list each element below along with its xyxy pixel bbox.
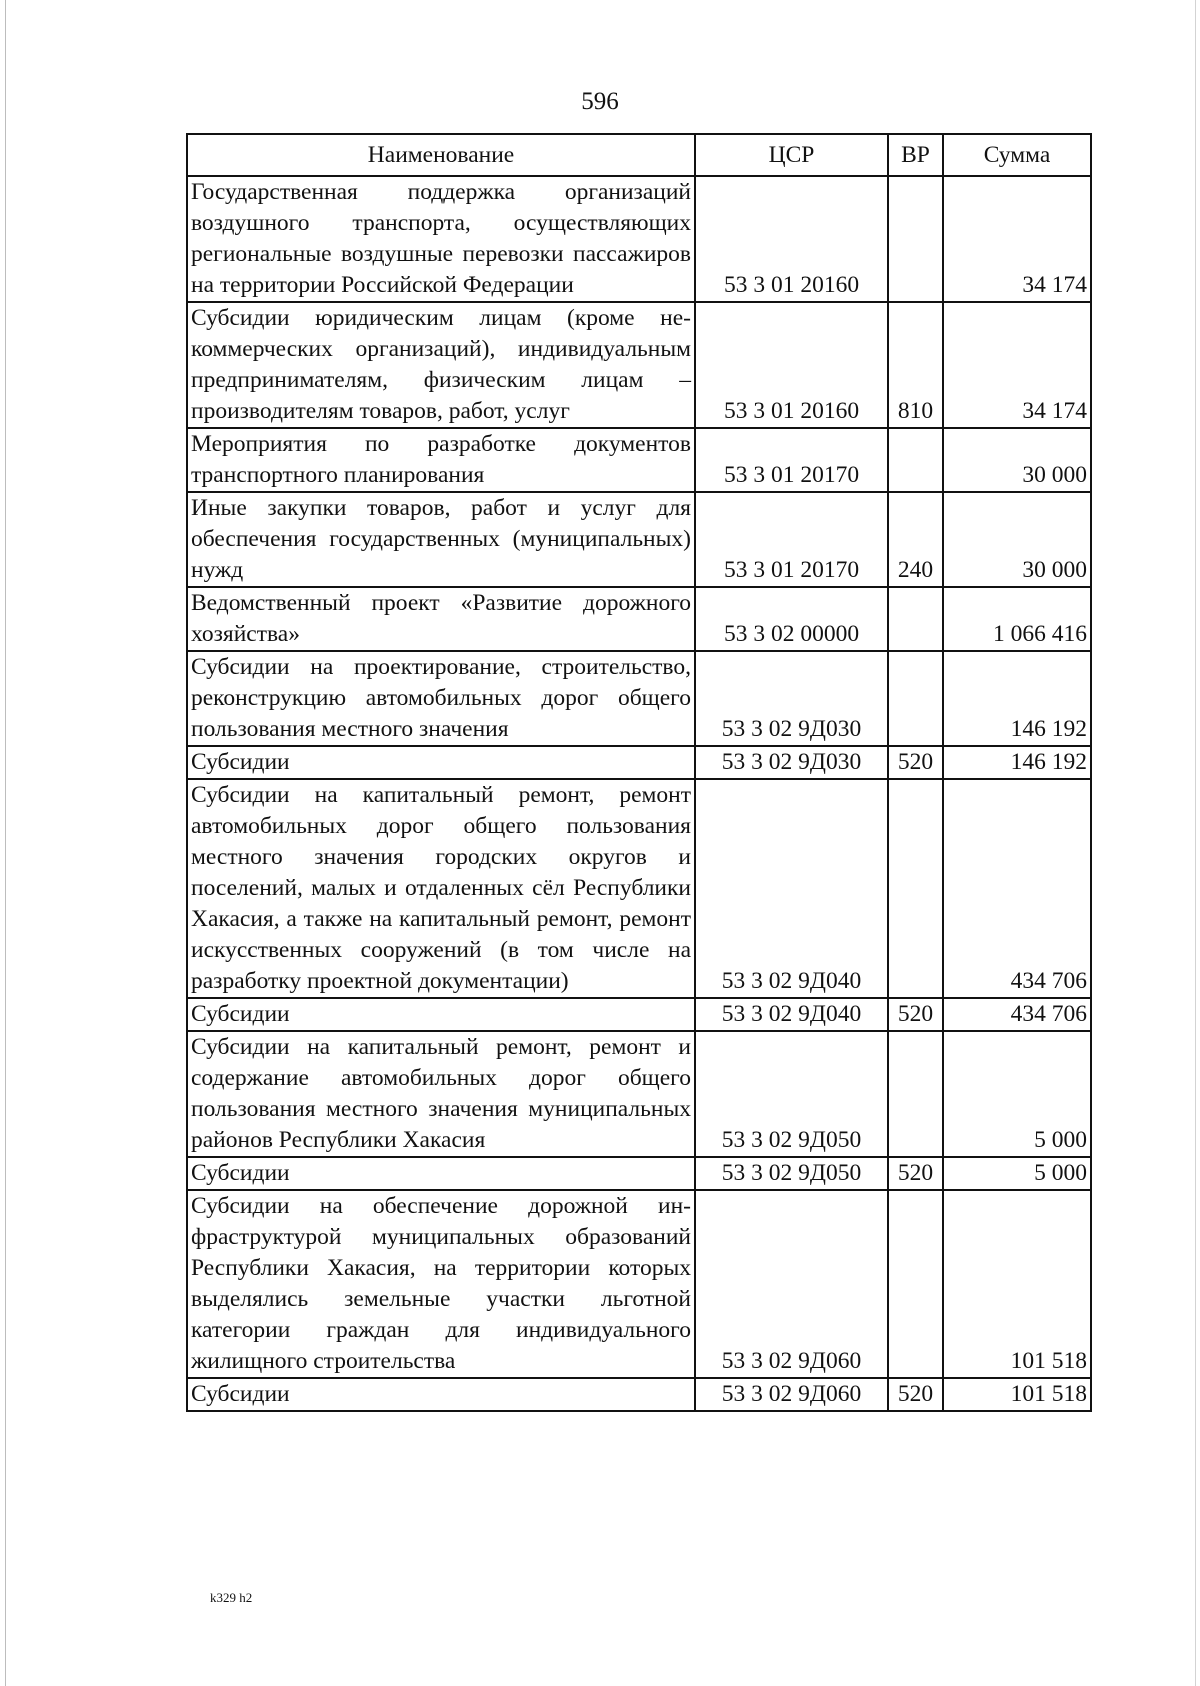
row-sum: 34 174	[943, 302, 1091, 428]
row-vr	[888, 1031, 943, 1157]
row-code: 53 3 02 9Д050	[695, 1031, 888, 1157]
row-code: 53 3 01 20160	[695, 302, 888, 428]
row-code: 53 3 02 9Д060	[695, 1190, 888, 1378]
row-code: 53 3 02 9Д030	[695, 651, 888, 746]
row-code: 53 3 02 00000	[695, 587, 888, 651]
row-name: Иные закупки товаров, работ и услуг для обеспечения государственных (муниципальных) нужд	[187, 492, 695, 587]
row-code: 53 3 02 9Д030	[695, 746, 888, 779]
row-vr	[888, 1190, 943, 1378]
row-sum: 146 192	[943, 651, 1091, 746]
row-vr	[888, 779, 943, 998]
row-vr: 810	[888, 302, 943, 428]
row-vr	[888, 651, 943, 746]
row-vr: 240	[888, 492, 943, 587]
row-name: Субсидии юридическим лицам (кроме некоммерческих организаций), индивидуальным предпринимателям, физическим лицам – производителям товаров, работ, услуг	[187, 302, 695, 428]
header-code: ЦСР	[695, 134, 888, 176]
row-sum: 434 706	[943, 998, 1091, 1031]
header-vr: ВР	[888, 134, 943, 176]
row-sum: 101 518	[943, 1190, 1091, 1378]
table-row	[187, 1031, 1091, 1157]
table-row	[187, 779, 1091, 998]
row-name: Мероприятия по разработке документов транспортного планирования	[187, 428, 695, 492]
row-sum: 30 000	[943, 428, 1091, 492]
row-code: 53 3 02 9Д060	[695, 1378, 888, 1411]
table-row	[187, 302, 1091, 428]
table-row	[187, 587, 1091, 651]
table-row	[187, 651, 1091, 746]
row-name: Субсидии на капитальный ремонт, ремонт и содержание автомобильных дорог общего пользования местного значения муниципальных районов Республики Хакасия	[187, 1031, 695, 1157]
row-code: 53 3 01 20160	[695, 176, 888, 302]
row-sum: 5 000	[943, 1157, 1091, 1190]
row-sum: 1 066 416	[943, 587, 1091, 651]
scan-edge-left	[5, 0, 6, 1686]
row-vr: 520	[888, 1157, 943, 1190]
footer-code: k329 h2	[210, 1590, 253, 1605]
table-row	[187, 998, 1091, 1031]
row-vr	[888, 176, 943, 302]
row-name: Субсидии	[187, 1378, 695, 1411]
row-code: 53 3 01 20170	[695, 492, 888, 587]
header-sum: Сумма	[943, 134, 1091, 176]
row-name: Государственная поддержка организаций воздушного транспорта, осуществляющих региональные воздушные перевозки пассажиров на территории Российской Федерации	[187, 176, 695, 302]
row-name: Субсидии	[187, 1157, 695, 1190]
page-number: 596	[581, 88, 619, 115]
table-row	[187, 492, 1091, 587]
row-sum: 434 706	[943, 779, 1091, 998]
row-sum: 30 000	[943, 492, 1091, 587]
table-header-row	[187, 134, 1091, 176]
row-vr	[888, 428, 943, 492]
table-row	[187, 746, 1091, 779]
row-name: Субсидии на проектирование, строительство, реконструкцию автомобильных дорог общего пользования местного значения	[187, 651, 695, 746]
row-vr: 520	[888, 998, 943, 1031]
scan-edge-right	[1195, 0, 1196, 1686]
row-vr	[888, 587, 943, 651]
table-row	[187, 1378, 1091, 1411]
row-sum: 146 192	[943, 746, 1091, 779]
row-sum: 34 174	[943, 176, 1091, 302]
header-name: Наименование	[187, 134, 695, 176]
row-name: Субсидии	[187, 998, 695, 1031]
table-row	[187, 428, 1091, 492]
row-name: Ведомственный проект «Развитие дорожного хозяйства»	[187, 587, 695, 651]
row-code: 53 3 02 9Д050	[695, 1157, 888, 1190]
row-code: 53 3 02 9Д040	[695, 779, 888, 998]
table-row	[187, 176, 1091, 302]
row-name: Субсидии на обеспечение дорожной инфраструктурой муниципальных образований Республики Хакасия, на территории которых выделялись земельные участки льготной категории граждан для индивидуального жилищного строительства	[187, 1190, 695, 1378]
row-name: Субсидии на капитальный ремонт, ремонт автомобильных дорог общего пользования местного значения городских округов и поселений, малых и отдаленных сёл Республики Хакасия, а также на капитальный ремонт, ремонт искусственных сооружений (в том числе на разработку проектной документации)	[187, 779, 695, 998]
table-row	[187, 1190, 1091, 1378]
row-sum: 5 000	[943, 1031, 1091, 1157]
row-vr: 520	[888, 746, 943, 779]
row-code: 53 3 02 9Д040	[695, 998, 888, 1031]
row-vr: 520	[888, 1378, 943, 1411]
row-name: Субсидии	[187, 746, 695, 779]
table-row	[187, 1157, 1091, 1190]
budget-table	[186, 133, 1092, 1412]
row-code: 53 3 01 20170	[695, 428, 888, 492]
row-sum: 101 518	[943, 1378, 1091, 1411]
